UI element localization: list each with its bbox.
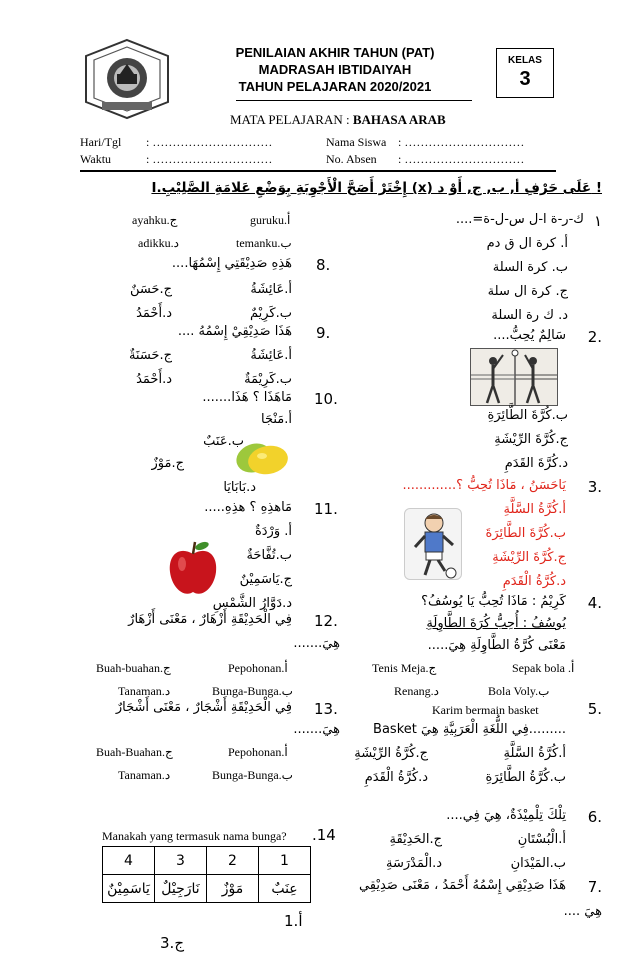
q4-option-b[interactable]: Bola Voly.ب bbox=[488, 684, 550, 698]
q10-text: مَاهَذَا ؟ هَذَا....... bbox=[202, 390, 292, 405]
mango-icon bbox=[232, 432, 292, 478]
q14-header-cell: 1 bbox=[259, 847, 311, 875]
q14-option-a[interactable]: 1.أ bbox=[284, 912, 303, 930]
q14-options-table bbox=[102, 846, 311, 903]
q10-number: 10. bbox=[314, 390, 338, 408]
kelas-box bbox=[496, 48, 554, 98]
hari-label: Hari/Tgl bbox=[80, 135, 122, 149]
q9-number: 9. bbox=[316, 324, 331, 342]
subject-prefix: MATA PELAJARAN : bbox=[230, 112, 353, 127]
q13-option-a[interactable]: Pepohonan.أ bbox=[228, 745, 288, 759]
volleyball-players-icon bbox=[470, 348, 558, 406]
q6-option-c[interactable]: ج.الحَدِيْقَةِ bbox=[389, 832, 442, 847]
q6-option-a[interactable]: أ.الْبُسْتَانِ bbox=[517, 832, 566, 847]
q12-option-c[interactable]: Buah-buahan.ج bbox=[96, 661, 171, 675]
q5-option-d[interactable]: د.كُرَّةُ الْقَدَمِ bbox=[364, 770, 428, 785]
q8-text: هَذِهِ صَدِيْقَتِي إِسْمُهَا.... bbox=[171, 256, 292, 271]
q5-option-a[interactable]: أ.كُرَّةُ السَّلَّةِ bbox=[503, 746, 566, 761]
q12-option-b[interactable]: Bunga-Bunga.ب bbox=[212, 684, 293, 698]
q14-word-cell: عِنَبٌ bbox=[259, 875, 311, 903]
q14-option-c[interactable]: 3.ج bbox=[160, 934, 184, 952]
q1-option-b[interactable]: ب. كرة السلة bbox=[492, 260, 568, 275]
q5-line2: Basket فِي اللُّغَةِ الْعَرَبِيَّةِ هِيَ......... bbox=[373, 722, 566, 737]
q4-line2: يُوسُفُ : أُحِبُّ كُرَةَ الطَّاوِلَةِ bbox=[426, 616, 566, 631]
q10-option-c[interactable]: ج.مَوْزٌ bbox=[151, 456, 184, 471]
q6-option-b[interactable]: ب.المَيْدَانِ bbox=[510, 856, 566, 871]
q14-header-cell: 3 bbox=[155, 847, 207, 875]
q10-option-d[interactable]: د.بَابَايَا bbox=[223, 480, 256, 495]
q12-text2: هِيَ....... bbox=[293, 636, 340, 651]
q7-option-b[interactable]: temanku.ب bbox=[236, 236, 292, 250]
q14-word-row bbox=[103, 875, 311, 903]
q13-option-d[interactable]: Tanaman.د bbox=[118, 768, 171, 782]
q14-word-cell: يَاسَمِيْنٌ bbox=[103, 875, 155, 903]
q7-line1: هَذَا صَدِيْقِي إِسْمُهُ أَحْمَدُ ، مَعْنَى صَدِيْقِي bbox=[358, 878, 566, 893]
q11-option-b[interactable]: ب.تُفَّاحَةٌ bbox=[246, 548, 292, 563]
q14-text: Manakah yang termasuk nama bunga? bbox=[102, 829, 287, 843]
q13-option-c[interactable]: Buah-Buahan.ج bbox=[96, 745, 173, 759]
instruction-line bbox=[151, 180, 602, 196]
q8-number: 8. bbox=[316, 256, 331, 274]
soccer-boy-icon bbox=[404, 508, 462, 580]
q4-option-d[interactable]: Renang.د bbox=[394, 684, 439, 698]
q7-number: 7. bbox=[587, 878, 602, 896]
apple-icon bbox=[166, 540, 220, 598]
q5-number: 5. bbox=[587, 700, 602, 718]
q5-line1: Karim bermain basket bbox=[432, 703, 539, 717]
q4-line3: مَعْنَى كُرَّةُ الطَّاوِلَةِ هِيَ..... bbox=[427, 638, 566, 653]
q2-option-d[interactable]: د.كُرَّةَ القَدَمِ bbox=[504, 456, 568, 471]
q6-number: 6. bbox=[587, 808, 602, 826]
q5-option-c[interactable]: ج.كُرَّةُ الرِّيْشَةِ bbox=[354, 746, 428, 761]
q7-option-c[interactable]: ayahku.ج bbox=[132, 213, 178, 227]
subject-line bbox=[230, 112, 446, 128]
subject-value: BAHASA ARAB bbox=[352, 112, 446, 127]
q1-option-a[interactable]: أ. كرة ال ق دم bbox=[486, 236, 568, 251]
q3-option-a[interactable]: أ.كُرَّةُ السَّلَّةِ bbox=[503, 502, 566, 517]
q12-option-a[interactable]: Pepohonan.أ bbox=[228, 661, 288, 675]
q4-line1: كَرِيْمُ : مَاذَا تُحِبُّ يَا يُوسُفُ؟ bbox=[421, 594, 566, 609]
q10-option-b[interactable]: ب.عَنَبٌ bbox=[203, 434, 244, 449]
q2-option-b[interactable]: ب.كُرَّةَ الطَّائِرَةِ bbox=[487, 408, 568, 423]
q1-option-c[interactable]: ج. كرة ال سلة bbox=[487, 284, 568, 299]
q9-text: هَذَا صَدِيْقِيْ إِسْمُهُ .... bbox=[177, 324, 292, 339]
q13-text: فِي الْحَدِيْقَةِ أَشْجَارٌ ، مَعْنَى أَشْجَارٌ bbox=[115, 700, 292, 715]
q14-header-row bbox=[103, 847, 311, 875]
q11-number: 11. bbox=[314, 500, 338, 518]
q13-option-b[interactable]: Bunga-Bunga.ب bbox=[212, 768, 293, 782]
instruction-text: إِخْتَرْ أَصَحَّ الْأَجْوِبَةِ بِوَضْعِ عَلامَةِ الصَّلِيْبِ (x) عَلَى حَرْفِ أ, ب, ج, أَوْ د ! bbox=[161, 180, 602, 196]
q8-option-b[interactable]: ب.كَرِيْمٌ bbox=[249, 306, 292, 321]
q1-number: ١ bbox=[593, 212, 602, 230]
q3-number: 3. bbox=[587, 478, 602, 496]
q2-text: سَالِمٌ يُحِبُّ.... bbox=[493, 328, 566, 343]
exam-title: PENILAIAN AKHIR TAHUN (PAT) bbox=[235, 45, 435, 60]
q3-text: يَاحَسَنُ ، مَاذَا تُحِبُّ ؟............. bbox=[402, 478, 566, 493]
q3-option-c[interactable]: ج.كُرَّةَ الرِّيْشَةِ bbox=[492, 550, 566, 565]
q4-option-c[interactable]: Tenis Meja.ج bbox=[372, 661, 437, 675]
kelas-value: 3 bbox=[519, 68, 531, 90]
q11-option-d[interactable]: د.دَوَّارُ الشَّمْسِ bbox=[212, 596, 292, 611]
q14-word-cell: مَوْزٌ bbox=[207, 875, 259, 903]
q9-option-a[interactable]: أ.عَائِشَةُ bbox=[250, 348, 292, 363]
q11-text: مَاهذِهِ ؟ هذِهِ..... bbox=[204, 500, 292, 515]
nama-field[interactable]: : ………………………… bbox=[398, 135, 525, 149]
q13-text2: هِيَ....... bbox=[293, 722, 340, 737]
q10-option-a[interactable]: أ.مَنْجَا bbox=[261, 412, 292, 427]
q11-option-a[interactable]: أ. وَرْدَةٌ bbox=[254, 524, 292, 539]
q14-header-cell: 2 bbox=[207, 847, 259, 875]
q7-option-a[interactable]: guruku.أ bbox=[250, 213, 291, 227]
q1-option-d[interactable]: د. ك رة السلة bbox=[491, 308, 568, 323]
q6-text: تِلْكَ تِلْمِيْذَةٌ، هِيَ فِي.... bbox=[446, 808, 566, 823]
waktu-field[interactable]: : ………………………… bbox=[146, 152, 273, 166]
absen-field[interactable]: : ………………………… bbox=[398, 152, 525, 166]
q2-option-c[interactable]: ج.كُرَّةَ الرِّيْشَةِ bbox=[494, 432, 568, 447]
q11-option-c[interactable]: ج.يَاسَمِيْنٌ bbox=[239, 572, 292, 587]
q8-option-a[interactable]: أ.عَائِشَةُ bbox=[250, 282, 292, 297]
kelas-label: KELAS bbox=[508, 55, 542, 66]
q1-text: ك-ر-ة ا-ل س-ل-ة=.... bbox=[455, 212, 584, 227]
q4-number: 4. bbox=[587, 594, 602, 612]
q8-option-d[interactable]: د.أَحْمَدُ bbox=[136, 306, 172, 321]
q14-header-cell: 4 bbox=[103, 847, 155, 875]
school-year: TAHUN PELAJARAN 2020/2021 bbox=[238, 79, 432, 94]
q12-option-d[interactable]: Tanaman.د bbox=[118, 684, 171, 698]
q2-number: 2. bbox=[587, 328, 602, 346]
q5-option-b[interactable]: ب.كُرَّةُ الطَّائِرَةِ bbox=[485, 770, 566, 785]
hari-field[interactable]: : ………………………… bbox=[146, 135, 273, 149]
waktu-label: Waktu bbox=[80, 152, 112, 166]
q3-option-b[interactable]: ب.كُرَّةَ الطَّائِرَةَ bbox=[485, 526, 566, 541]
q8-option-c[interactable]: ج.حَسَنٌ bbox=[129, 282, 172, 297]
q6-option-d[interactable]: د.الْمَدْرَسَةِ bbox=[386, 856, 442, 871]
q13-number: 13. bbox=[314, 700, 338, 718]
q9-option-c[interactable]: ج.حَسَنَةٌ bbox=[128, 348, 172, 363]
q12-number: 12. bbox=[314, 612, 338, 630]
absen-label: No. Absen bbox=[326, 152, 377, 166]
q7-option-d[interactable]: adikku.د bbox=[138, 236, 180, 250]
q7-line2: هِيَ .... bbox=[563, 904, 602, 919]
q12-text: فِي الْحَدِيْقَةِ أَزْهَارٌ ، مَعْنَى أَزْهَارٌ bbox=[128, 612, 292, 627]
school-title: MADRASAH IBTIDAIYAH bbox=[258, 62, 412, 77]
q4-option-a[interactable]: Sepak bola .أ bbox=[512, 661, 575, 675]
q3-option-d[interactable]: د.كُرَّةُ الْقَدَمِ bbox=[502, 574, 566, 589]
nama-label: Nama Siswa bbox=[326, 135, 387, 149]
q14-number: .14 bbox=[312, 826, 336, 844]
q9-option-d[interactable]: د.أَحْمَدُ bbox=[136, 372, 172, 387]
q9-option-b[interactable]: ب.كَرِيْمَةٌ bbox=[244, 372, 292, 387]
madrasah-logo-icon bbox=[82, 38, 172, 120]
section-roman: I. bbox=[151, 180, 162, 196]
q14-word-cell: نَارَجِيْلٌ bbox=[155, 875, 207, 903]
